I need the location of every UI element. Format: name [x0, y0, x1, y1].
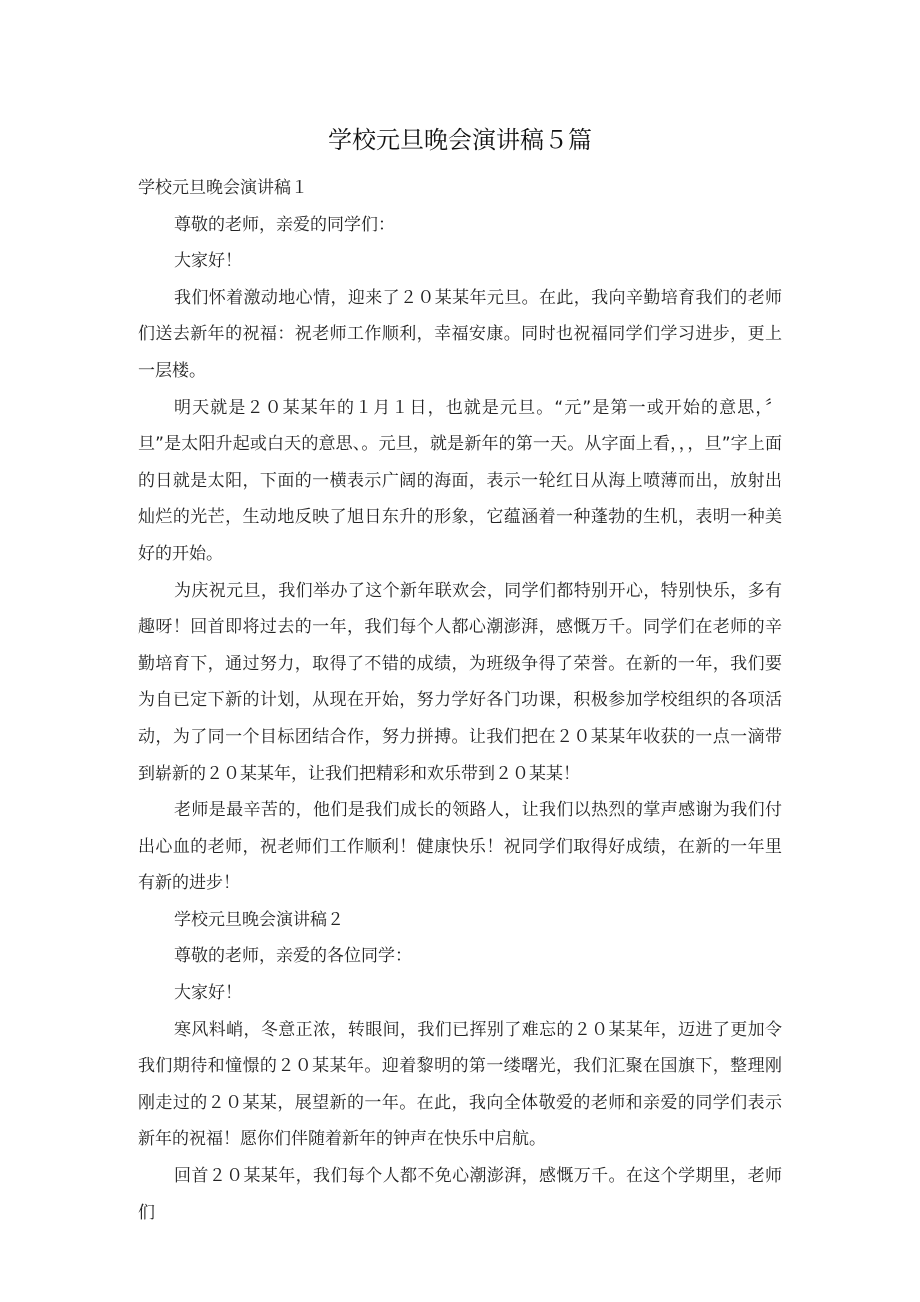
paragraph: 明天就是２０某某年的１月１日，也就是元旦。“元”是第一或开始的意思，〞旦”是太阳升起或白天的意思、。元旦，就是新年的第一天。从字面上看，，，旦”字上面的日就是太阳，下面的一横表示广阔的海面，表示一轮红日从海上喷薄而出，放射出灿烂的光芒，生动地反映了旭日东升的形象，它蕴涵着一种蓬勃的生机，表明一种美好的开始。 [138, 397, 782, 564]
document-title: 学校元旦晚会演讲稿５篇 [328, 126, 592, 154]
section-heading-2: 学校元旦晚会演讲稿２ [174, 909, 344, 930]
section-heading-1: 学校元旦晚会演讲稿１ [138, 178, 308, 198]
salutation: 尊敬的老师，亲爱的同学们： [174, 214, 395, 235]
paragraph: 为庆祝元旦，我们举办了这个新年联欢会，同学们都特别开心，特别快乐，多有趣呀！回首即将过去的一年，我们每个人都心潮澎湃，感慨万千。同学们在老师的辛勤培育下，通过努力，取得了不错的成绩，为班级争得了荣誉。在新的一年，我们要为自已定下新的计划，从现在开始，努力学好各门功课，积极参加学校组织的各项活动，为了同一个目标团结合作，努力拼搏。让我们把在２０某某年收获的一点一滴带到崭新的２０某某年，让我们把精彩和欢乐带到２０某某！ [138, 580, 782, 784]
greeting: 大家好！ [174, 983, 242, 1004]
paragraph: 我们怀着激动地心情，迎来了２０某某年元旦。在此，我向辛勤培育我们的老师们送去新年的祝福：祝老师工作顺利，幸福安康。同时也祝福同学们学习进步，更上一层楼。 [138, 287, 782, 381]
greeting: 大家好！ [174, 251, 242, 272]
paragraph: 回首２０某某年，我们每个人都不免心潮澎湃，感慨万千。在这个学期里，老师们 [138, 1166, 782, 1223]
salutation: 尊敬的老师，亲爱的各位同学： [174, 946, 412, 967]
document-body [138, 170, 782, 1231]
paragraph: 寒风料峭，冬意正浓，转眼间，我们已挥别了难忘的２０某某年，迈进了更加令我们期待和憧憬的２０某某年。迎着黎明的第一缕曙光，我们汇聚在国旗下，整理刚刚走过的２０某某，展望新的一年。在此，我向全体敬爱的老师和亲爱的同学们表示新年的祝福！愿你们伴随着新年的钟声在快乐中启航。 [138, 1019, 782, 1150]
paragraph: 老师是最辛苦的，他们是我们成长的领路人，让我们以热烈的掌声感谢为我们付出心血的老师，祝老师们工作顺利！健康快乐！祝同学们取得好成绩，在新的一年里有新的进步！ [138, 800, 782, 894]
